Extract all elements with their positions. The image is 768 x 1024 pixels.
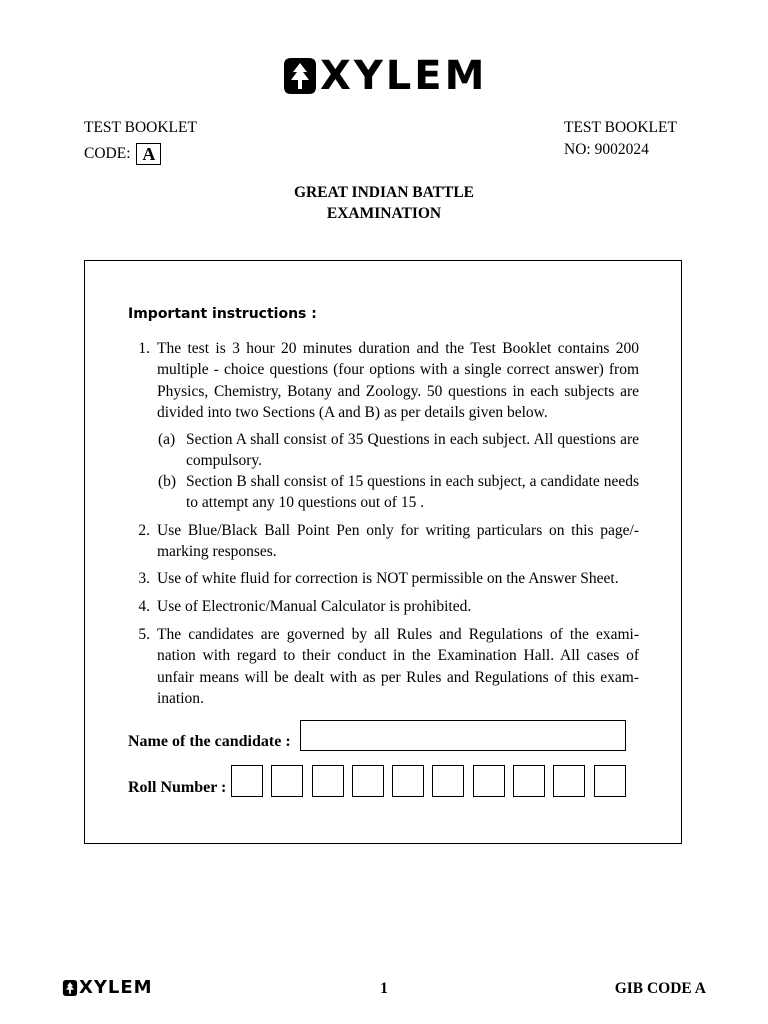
footer-code: GIB CODE A	[614, 980, 706, 997]
booklet-no-label-line1: TEST BOOKLET	[564, 119, 677, 136]
roll-digit-box[interactable]	[553, 765, 585, 797]
instruction-number: (b)	[158, 473, 177, 490]
roll-digit-box[interactable]	[312, 765, 344, 797]
candidate-name-field[interactable]	[300, 720, 626, 751]
exam-title-line1: GREAT INDIAN BATTLE	[293, 184, 474, 201]
code-label-line1: TEST BOOKLET	[84, 119, 197, 136]
instruction-subitem	[158, 429, 639, 472]
candidate-name-label: Name of the candidate :	[128, 733, 291, 750]
footer-brand-name: XYLEM	[79, 977, 153, 998]
page-number: 1	[380, 980, 388, 997]
test-booklet-number	[564, 117, 677, 161]
roll-number-boxes	[231, 765, 626, 797]
test-booklet-code	[84, 117, 197, 165]
instruction-number: 4.	[138, 598, 150, 615]
instruction-text: Section A shall consist of 35 Questions in each subject. All questions are compulsory.	[186, 431, 639, 470]
instruction-item	[134, 338, 639, 423]
brand-logo	[282, 54, 487, 98]
instruction-text: The candidates are governed by all Rules and Regulations of the exami-nation with regard to their conduct in the Examination Hall. All cases of unfair means will be dealt with as per Rules and Regulations of this exam-ination.	[157, 626, 639, 707]
instruction-text: Use of white fluid for correction is NOT permissible on the Answer Sheet.	[157, 570, 619, 587]
roll-digit-box[interactable]	[352, 765, 384, 797]
code-label: CODE:	[84, 145, 131, 162]
instruction-text: Use Blue/Black Ball Point Pen only for writing particulars on this page/-marking responses.	[157, 522, 639, 561]
roll-number-label: Roll Number :	[128, 779, 227, 796]
instruction-text: The test is 3 hour 20 minutes duration and the Test Booklet contains 200 multiple - choice questions (four options with a single correct answer) from Physics, Chemistry, Botany and Zoology. 50 questions in each subjects are divided into two Sections (A and B) as per details given below.	[157, 340, 639, 421]
instruction-item	[134, 568, 639, 589]
leaf-logo-icon	[282, 56, 318, 96]
instruction-text: Use of Electronic/Manual Calculator is prohibited.	[157, 598, 472, 615]
instruction-number: 3.	[138, 570, 150, 587]
code-value-box: A	[136, 143, 161, 165]
instruction-number: 2.	[138, 522, 150, 539]
instruction-number: (a)	[158, 431, 176, 448]
instruction-number: 5.	[138, 626, 150, 643]
exam-title	[0, 182, 768, 224]
roll-digit-box[interactable]	[432, 765, 464, 797]
roll-digit-box[interactable]	[271, 765, 303, 797]
instruction-number: 1.	[138, 340, 150, 357]
instructions-heading: Important instructions :	[128, 306, 317, 322]
roll-digit-box[interactable]	[392, 765, 424, 797]
roll-digit-box[interactable]	[594, 765, 626, 797]
instruction-text: Section B shall consist of 15 questions in each subject, a candidate needs to attempt any 10 questions out of 15 .	[186, 473, 639, 512]
instruction-item	[134, 520, 639, 563]
brand-name: XYLEM	[320, 53, 488, 99]
booklet-no-value: NO: 9002024	[564, 141, 649, 158]
exam-title-line2: EXAMINATION	[326, 205, 442, 222]
roll-digit-box[interactable]	[513, 765, 545, 797]
instruction-subitem	[158, 471, 639, 514]
instruction-item	[134, 596, 639, 617]
instruction-item	[134, 624, 639, 709]
roll-digit-box[interactable]	[231, 765, 263, 797]
roll-digit-box[interactable]	[473, 765, 505, 797]
